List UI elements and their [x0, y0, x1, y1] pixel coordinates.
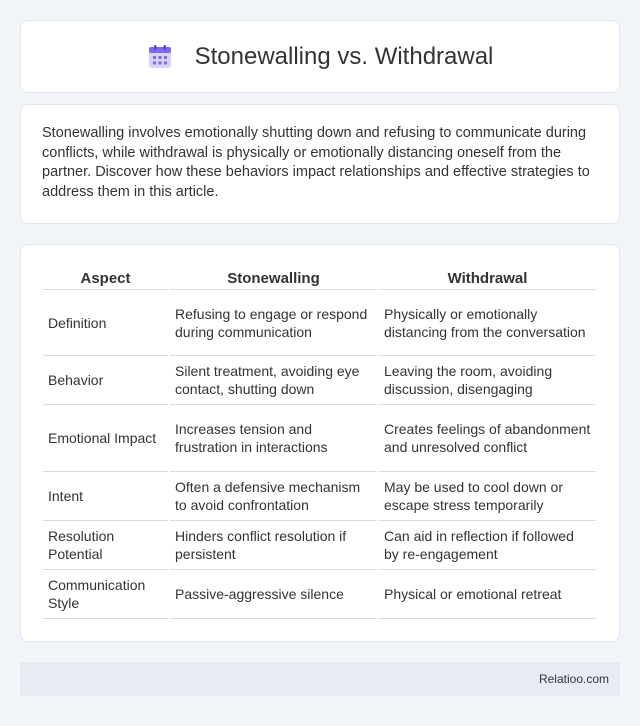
- intro-card: [20, 104, 620, 224]
- table-row: [43, 570, 596, 619]
- table-row: [43, 405, 596, 472]
- stonewalling-cell: Often a defensive mechanism to avoid confrontation: [170, 472, 377, 521]
- column-header-aspect: Aspect: [43, 264, 168, 290]
- table-row: [43, 290, 596, 356]
- calendar-icon: [147, 44, 173, 70]
- withdrawal-cell: Can aid in reflection if followed by re-engagement: [379, 521, 596, 570]
- withdrawal-cell: May be used to cool down or escape stress temporarily: [379, 472, 596, 521]
- aspect-cell: Definition: [43, 290, 168, 356]
- footer-brand: Relatioo.com: [538, 672, 609, 686]
- footer: [20, 662, 620, 696]
- stonewalling-cell: Increases tension and frustration in interactions: [170, 405, 377, 472]
- stonewalling-cell: Silent treatment, avoiding eye contact, shutting down: [170, 356, 377, 405]
- column-header-withdrawal: Withdrawal: [379, 264, 596, 290]
- table-row: [43, 521, 596, 570]
- aspect-cell: Emotional Impact: [43, 405, 168, 472]
- comparison-card: [20, 244, 620, 642]
- column-header-stonewalling: Stonewalling: [170, 264, 377, 290]
- withdrawal-cell: Physical or emotional retreat: [379, 570, 596, 619]
- table-row: [43, 472, 596, 521]
- withdrawal-cell: Physically or emotionally distancing from the conversation: [379, 290, 596, 356]
- stonewalling-cell: Passive-aggressive silence: [170, 570, 377, 619]
- table-header-row: [43, 264, 596, 290]
- page-title: Stonewalling vs. Withdrawal: [194, 42, 494, 70]
- comparison-table: [41, 264, 598, 619]
- aspect-cell: Resolution Potential: [43, 521, 168, 570]
- aspect-cell: Communication Style: [43, 570, 168, 619]
- table-row: [43, 356, 596, 405]
- title-card: [20, 20, 620, 93]
- intro-text: Stonewalling involves emotionally shutting down and refusing to communicate during conflicts, while withdrawal is physically or emotionally distancing oneself from the partner. Discover how these behaviors impact relationships and effective strategies to address them in this article.: [42, 125, 590, 200]
- aspect-cell: Intent: [43, 472, 168, 521]
- stonewalling-cell: Hinders conflict resolution if persistent: [170, 521, 377, 570]
- withdrawal-cell: Leaving the room, avoiding discussion, disengaging: [379, 356, 596, 405]
- aspect-cell: Behavior: [43, 356, 168, 405]
- withdrawal-cell: Creates feelings of abandonment and unresolved conflict: [379, 405, 596, 472]
- stonewalling-cell: Refusing to engage or respond during communication: [170, 290, 377, 356]
